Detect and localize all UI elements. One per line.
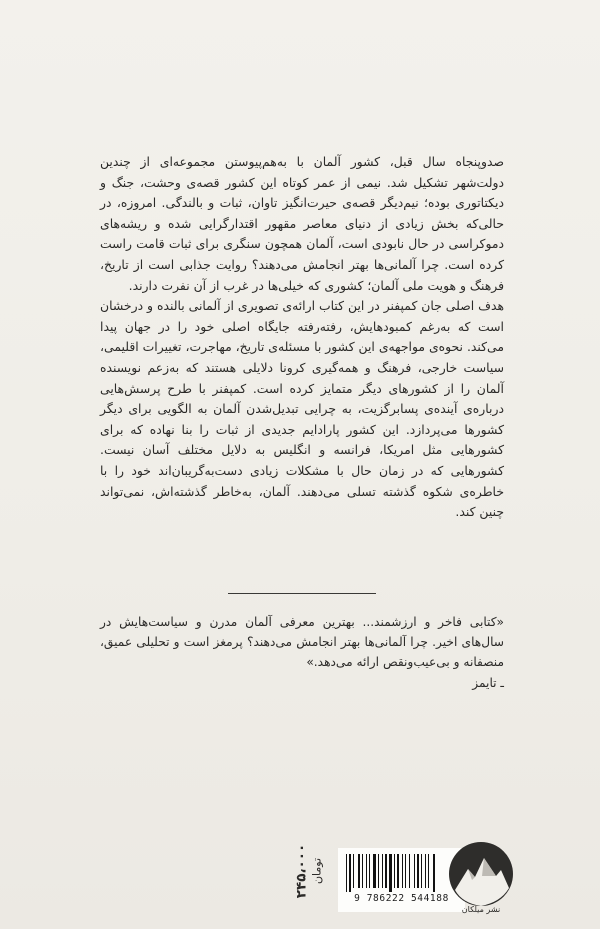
blurb-paragraph-1: صدوپنجاه سال قبل، کشور آلمان با به‌هم‌پیوستن مجموعه‌ای از چندین دولت‌شهر تشکیل شد. نیمی از عمر کوتاه این کشور قصه‌ی وحشت، جنگ و دیکتاتوری بوده؛ نیم‌دیگر قصه‌ی حیرت‌انگیز تاوان، ثبات و بالندگی. امروزه، در حالی‌که بخش زیادی از دنیای معاصر مقهور اقتدارگرایی شده و ریشه‌های دموکراسی در حال نابودی است، آلمان همچون سنگری برای ثبات قامت راست کرده است. چرا آلمانی‌ها بهتر انجامش می‌دهند؟ روایت جذابی است از تاریخ، فرهنگ و هویت ملی آلمان؛ کشوری که خیلی‌ها در غرب از آن نفرت دارند.: [100, 154, 504, 293]
barcode-bars: [346, 854, 457, 892]
isbn-number: 9 786222 544188: [354, 893, 449, 904]
publisher-name: نشر میلکان: [461, 905, 501, 914]
price-amount: ۲۴۵،۰۰۰: [293, 843, 310, 899]
review-quote-source: ـ تایمز: [472, 675, 504, 690]
section-divider: [228, 593, 376, 594]
price-unit: تومان: [310, 857, 324, 885]
price-label: [287, 828, 331, 914]
review-quote: [100, 612, 504, 693]
blurb-text: [100, 152, 504, 523]
review-quote-text: «کتابی فاخر و ارزشمند... بهترین معرفی آلمان مدرن و سیاست‌هایش در سال‌های اخیر. چرا آلمانی‌ها بهتر انجامش می‌دهند؟ پرمغز است و تحلیلی عمیق، منصفانه و بی‌عیب‌ونقص ارائه می‌دهد.»: [100, 615, 504, 670]
blurb-paragraph-2: هدف اصلی جان کمپفنر در این کتاب ارائه‌ی تصویری از آلمانی بالنده و درخشان است که به‌رغم کمبودهایش، رفته‌رفته جایگاه اصلی خود را در جهان پیدا می‌کند. نحوه‌ی مواجهه‌ی این کشور با مسئله‌ی تاریخ، مهاجرت، تغییرات اقلیمی، سیاست خارجی، فرهنگ و همه‌گیری کرونا دلایلی هستند که به‌زعم نویسنده آلمان را از کشورهای دیگر متمایز کرده است. کمپفنر با طرح پرسش‌هایی درباره‌ی آینده‌ی پسابرگزیت، به چرایی تبدیل‌شدن آلمان به الگویی برای دیگر کشورها می‌پردازد. این کشور پارادایم جدیدی از ثبات را بنا نهاده که برای کشورهایی مثل امریکا، فرانسه و انگلیس به دلایل مختلف آسان نیست. کشورهایی که در زمان حال با مشکلات زیادی دست‌به‌گریبان‌اند خود را با خاطره‌ی شکوه گذشته تسلی می‌دهند. آلمان، به‌خاطر گذشته‌اش، نمی‌تواند چنین کند.: [100, 298, 504, 520]
